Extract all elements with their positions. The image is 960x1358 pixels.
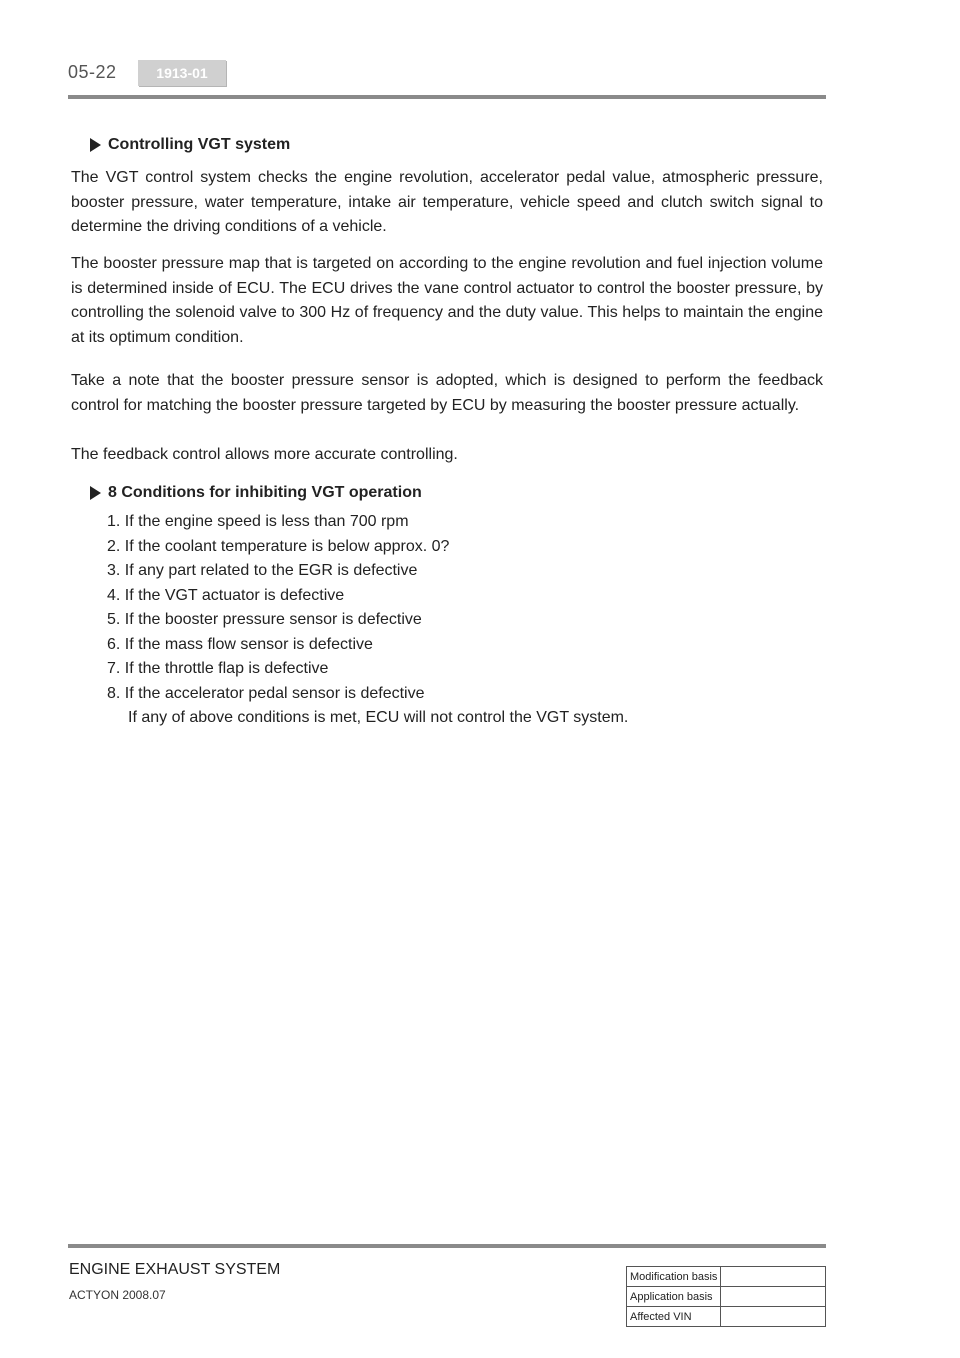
paragraph-booster-map: The booster pressure map that is targeted on according to the engine revolution and fuel injection volume is determined inside of ECU. The ECU drives the vane control actuator to control the booster pressure, by controlling the solenoid valve to 300 Hz of frequency and the duty value. This helps to maintain the engine at its optimum condition. [71,255,823,346]
paragraph-control-overview: The VGT control system checks the engine revolution, accelerator pedal value, atmospheric pressure, booster pressure, water temperature, intake air temperature, vehicle speed and clutch switch signal to determine the driving conditions of a vehicle. [71,169,823,235]
triangle-bullet-icon [90,138,101,152]
footer-subtitle: ACTYON 2008.07 [69,1288,166,1302]
footer-divider [68,1244,826,1248]
header-divider [68,95,826,99]
section-heading-text: Controlling VGT system [108,136,291,153]
triangle-bullet-icon [90,486,101,500]
footer-title: ENGINE EXHAUST SYSTEM [69,1261,281,1278]
basis-label: Affected VIN [627,1307,721,1327]
section-heading-inhibit-conditions [90,484,422,502]
inhibit-conditions-list [107,510,628,731]
list-item: 5. If the booster pressure sensor is defective [107,611,422,628]
basis-value [721,1287,826,1307]
basis-label: Application basis [627,1287,721,1307]
list-item: 8. If the accelerator pedal sensor is defective [107,684,425,702]
table-row [627,1307,826,1327]
paragraph-booster-sensor: Take a note that the booster pressure sensor is adopted, which is designed to perform the feedback control for matching the booster pressure targeted by ECU by measuring the booster pressure actually. [71,372,823,414]
list-item: 3. If any part related to the EGR is defective [107,562,418,579]
table-row [627,1267,826,1287]
paragraph-feedback-control: The feedback control allows more accurate controlling. [71,446,458,463]
section-heading-controlling-vgt [90,136,290,154]
list-note: If any of above conditions is met, ECU will not control the VGT system. [128,709,629,726]
basis-value [721,1267,826,1287]
page-number: 05-22 [68,62,117,82]
section-heading-text: 8 Conditions for inhibiting VGT operation [108,484,422,501]
basis-value [721,1307,826,1327]
basis-label: Modification basis [627,1267,721,1287]
table-row [627,1287,826,1307]
list-item: 6. If the mass flow sensor is defective [107,635,373,653]
list-item: 2. If the coolant temperature is below approx. 0? [107,537,450,555]
list-item: 1. If the engine speed is less than 700 rpm [107,513,409,530]
list-item: 7. If the throttle flap is defective [107,660,329,677]
section-code-badge: 1913-01 [138,60,226,86]
list-item: 4. If the VGT actuator is defective [107,586,345,604]
basis-table [626,1266,826,1327]
